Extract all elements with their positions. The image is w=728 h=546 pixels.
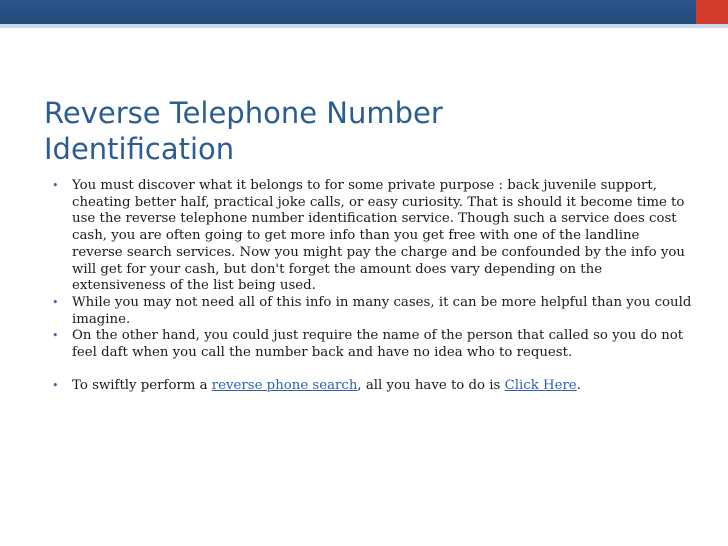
bullet-text: You must discover what it belongs to for some private purpose : back juvenile support, cheating better half, practical joke calls, or easy curiosity. That is should it become time to use the reverse telephone number identification service. Though such a service does cost cash, you are often going to get more info than you get free with one of the landline reverse search services. Now you might pay the charge and be confounded by the info you will get for your cash, but don't forget the amount does vary depending on the extensiveness of the list being used. — [72, 178, 685, 294]
slide-title-line-2: Identification — [44, 132, 235, 166]
header-band-red-accent — [696, 0, 728, 24]
reverse-phone-search-link[interactable]: reverse phone search — [211, 377, 358, 393]
bullet-item — [52, 328, 692, 361]
header-band-blue — [0, 0, 696, 24]
bullet-item-cta — [52, 378, 692, 395]
slide-title — [44, 95, 684, 167]
cta-suffix-text: . — [576, 377, 581, 393]
bullet-text: While you may not need all of this info in many cases, it can be more helpful than you could imagine. — [72, 294, 692, 327]
bullet-item — [52, 295, 692, 328]
cta-prefix-text: To swiftly perform a — [72, 377, 212, 393]
header-band — [0, 0, 728, 24]
cta-middle-text: , all you have to do is — [357, 377, 505, 393]
click-here-link[interactable]: Click Here — [504, 377, 577, 393]
bullet-item — [52, 178, 692, 295]
header-band-underline — [0, 24, 728, 28]
bullet-list — [52, 178, 692, 394]
slide-title-line-1: Reverse Telephone Number — [44, 96, 443, 130]
bullet-text: On the other hand, you could just require the name of the person that called so you do not feel daft when you call the number back and have no idea who to request. — [72, 328, 684, 361]
